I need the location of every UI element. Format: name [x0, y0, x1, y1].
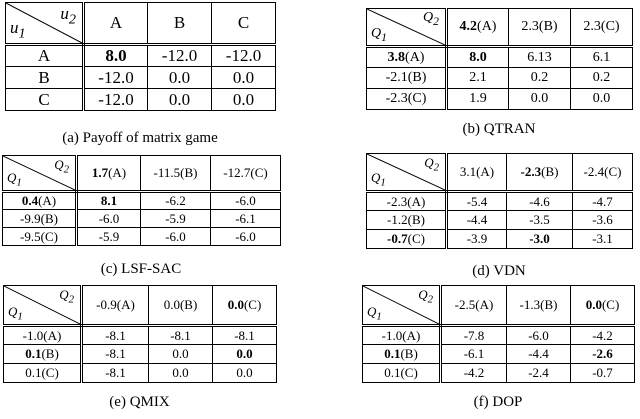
table-cell: -6.0	[141, 228, 211, 246]
corner-top-label: $Q_2$	[423, 10, 439, 28]
panel-e	[3, 285, 277, 383]
table-cell: 0.0	[149, 345, 213, 364]
table-cell: -6.0	[77, 210, 141, 228]
header-row	[367, 9, 633, 47]
header-row	[367, 154, 633, 192]
table-cell: 0.0	[148, 89, 212, 111]
table-cell: 0.0	[149, 364, 213, 383]
table-cell: -6.0	[507, 326, 571, 345]
table-cell: -4.2	[571, 326, 635, 345]
table-cell: 0.0	[148, 67, 212, 89]
table-cell: -3.0	[507, 230, 573, 249]
table-cell: -12.0	[84, 67, 148, 89]
corner-cell	[363, 286, 441, 326]
table-cell: -4.4	[447, 211, 507, 230]
col-header: 0.0(B)	[149, 286, 213, 326]
table-cell: -8.1	[149, 326, 213, 345]
table-cell: 0.2	[571, 68, 633, 89]
table-row	[6, 67, 276, 89]
panel-f	[362, 285, 635, 383]
row-header: 0.4(A)	[3, 192, 77, 210]
corner-bottom-label: $Q_1$	[371, 170, 386, 189]
table-cell: -12.0	[148, 45, 212, 67]
table-cell: -8.1	[82, 345, 149, 364]
row-header: -1.2(B)	[367, 211, 447, 230]
table-cell: -2.6	[571, 345, 635, 364]
table-cell: 1.9	[447, 89, 509, 110]
table-row	[367, 68, 633, 89]
corner-bottom-label: $Q_1$	[7, 170, 22, 189]
table-cell: -6.0	[211, 228, 281, 246]
table-cell: -4.4	[507, 345, 571, 364]
caption-c: (c) LSF-SAC	[100, 261, 182, 277]
table-cell: 2.1	[447, 68, 509, 89]
table-cell: 0.0	[571, 89, 633, 110]
table-row	[3, 228, 281, 246]
row-header: 0.1(B)	[363, 345, 441, 364]
col-header: 2.3(C)	[571, 9, 633, 47]
caption-a: (a) Payoff of matrix game	[62, 130, 218, 146]
table-cell: -8.1	[213, 326, 277, 345]
table-row	[363, 326, 635, 345]
corner-cell	[367, 9, 447, 47]
table-row	[4, 345, 277, 364]
header-row	[3, 156, 281, 192]
table-row	[3, 192, 281, 210]
table-cell: 6.13	[509, 47, 571, 68]
col-header: 0.0(C)	[213, 286, 277, 326]
dop-table	[362, 285, 635, 383]
table-row	[3, 210, 281, 228]
panel-a	[5, 2, 276, 111]
table-cell: -0.7	[571, 364, 635, 383]
col-header: 4.2(A)	[447, 9, 509, 47]
caption-b: (b) QTRAN	[462, 121, 536, 137]
vdn-table	[366, 153, 633, 249]
row-header: -2.3(A)	[367, 192, 447, 211]
caption-e: (e) QMIX	[109, 394, 170, 410]
header-row	[6, 3, 276, 45]
table-cell: -5.9	[141, 210, 211, 228]
table-row	[6, 89, 276, 111]
col-header: -2.5(A)	[441, 286, 507, 326]
table-row	[363, 345, 635, 364]
table-cell: -8.1	[82, 364, 149, 383]
table-cell: 0.0	[212, 67, 276, 89]
panel-c	[2, 155, 281, 246]
table-row	[367, 192, 633, 211]
table-cell: 0.0	[213, 345, 277, 364]
corner-bottom-label: $Q_1$	[8, 304, 23, 323]
col-header: 3.1(A)	[447, 154, 507, 192]
col-header: -0.9(A)	[82, 286, 149, 326]
table-cell: 0.0	[213, 364, 277, 383]
table-cell: 8.0	[84, 45, 148, 67]
corner-cell	[6, 3, 84, 45]
corner-cell	[4, 286, 82, 326]
table-cell: -5.9	[77, 228, 141, 246]
table-row	[4, 364, 277, 383]
panel-d	[366, 153, 633, 249]
corner-bottom-label: $Q_1$	[371, 26, 387, 44]
corner-top-label: $u_2$	[60, 4, 76, 28]
table-cell: -6.1	[441, 345, 507, 364]
corner-top-label: $Q_2$	[418, 287, 433, 306]
row-header: 0.1(B)	[4, 345, 82, 364]
table-cell: -4.7	[573, 192, 633, 211]
table-cell: -3.5	[507, 211, 573, 230]
table-row	[367, 89, 633, 110]
table-cell: -6.2	[141, 192, 211, 210]
table-cell: -12.0	[212, 45, 276, 67]
table-row	[363, 364, 635, 383]
header-row	[4, 286, 277, 326]
caption-d: (d) VDN	[472, 263, 526, 279]
col-header: A	[84, 3, 148, 45]
row-header: -2.3(C)	[367, 89, 447, 110]
row-header: -9.9(B)	[3, 210, 77, 228]
table-cell: 6.1	[571, 47, 633, 68]
table-cell: -6.0	[211, 192, 281, 210]
table-row	[367, 230, 633, 249]
col-header: -1.3(B)	[507, 286, 571, 326]
table-cell: -3.9	[447, 230, 507, 249]
table-cell: 0.2	[509, 68, 571, 89]
col-header: 0.0(C)	[571, 286, 635, 326]
lsf-sac-table	[2, 155, 281, 246]
table-cell: -2.4	[507, 364, 571, 383]
table-cell: -4.6	[507, 192, 573, 211]
corner-top-label: $Q_2$	[59, 287, 74, 306]
row-header: -9.5(C)	[3, 228, 77, 246]
table-cell: 0.0	[212, 89, 276, 111]
caption-f: (f) DOP	[473, 394, 523, 410]
table-cell: -3.1	[573, 230, 633, 249]
table-cell: -6.1	[211, 210, 281, 228]
col-header: -11.5(B)	[141, 156, 211, 192]
row-header: B	[6, 67, 84, 89]
table-cell: -7.8	[441, 326, 507, 345]
row-header: -0.7(C)	[367, 230, 447, 249]
table-row	[367, 211, 633, 230]
corner-cell	[367, 154, 447, 192]
row-header: -2.1(B)	[367, 68, 447, 89]
panel-b	[366, 8, 633, 110]
table-cell: -5.4	[447, 192, 507, 211]
corner-top-label: $Q_2$	[424, 155, 439, 174]
table-cell: -3.6	[573, 211, 633, 230]
qmix-table	[3, 285, 277, 383]
table-cell: -12.0	[84, 89, 148, 111]
payoff-table	[5, 2, 276, 111]
row-header: A	[6, 45, 84, 67]
row-header: 3.8(A)	[367, 47, 447, 68]
table-row	[4, 326, 277, 345]
col-header: 2.3(B)	[509, 9, 571, 47]
corner-top-label: $Q_2$	[54, 157, 69, 176]
col-header: -12.7(C)	[211, 156, 281, 192]
row-header: C	[6, 89, 84, 111]
col-header: -2.4(C)	[573, 154, 633, 192]
row-header: 0.1(C)	[4, 364, 82, 383]
row-header: -1.0(A)	[4, 326, 82, 345]
corner-cell	[3, 156, 77, 192]
table-cell: 8.0	[447, 47, 509, 68]
corner-bottom-label: $Q_1$	[367, 304, 382, 323]
row-header: 0.1(C)	[363, 364, 441, 383]
table-row	[367, 47, 633, 68]
col-header: C	[212, 3, 276, 45]
col-header: -2.3(B)	[507, 154, 573, 192]
table-cell: 8.1	[77, 192, 141, 210]
corner-bottom-label: $u_1$	[10, 17, 26, 41]
table-cell: 0.0	[509, 89, 571, 110]
col-header: 1.7(A)	[77, 156, 141, 192]
col-header: B	[148, 3, 212, 45]
table-cell: -8.1	[82, 326, 149, 345]
table-row	[6, 45, 276, 67]
row-header: -1.0(A)	[363, 326, 441, 345]
qtran-table	[366, 8, 633, 110]
header-row	[363, 286, 635, 326]
table-cell: -4.2	[441, 364, 507, 383]
